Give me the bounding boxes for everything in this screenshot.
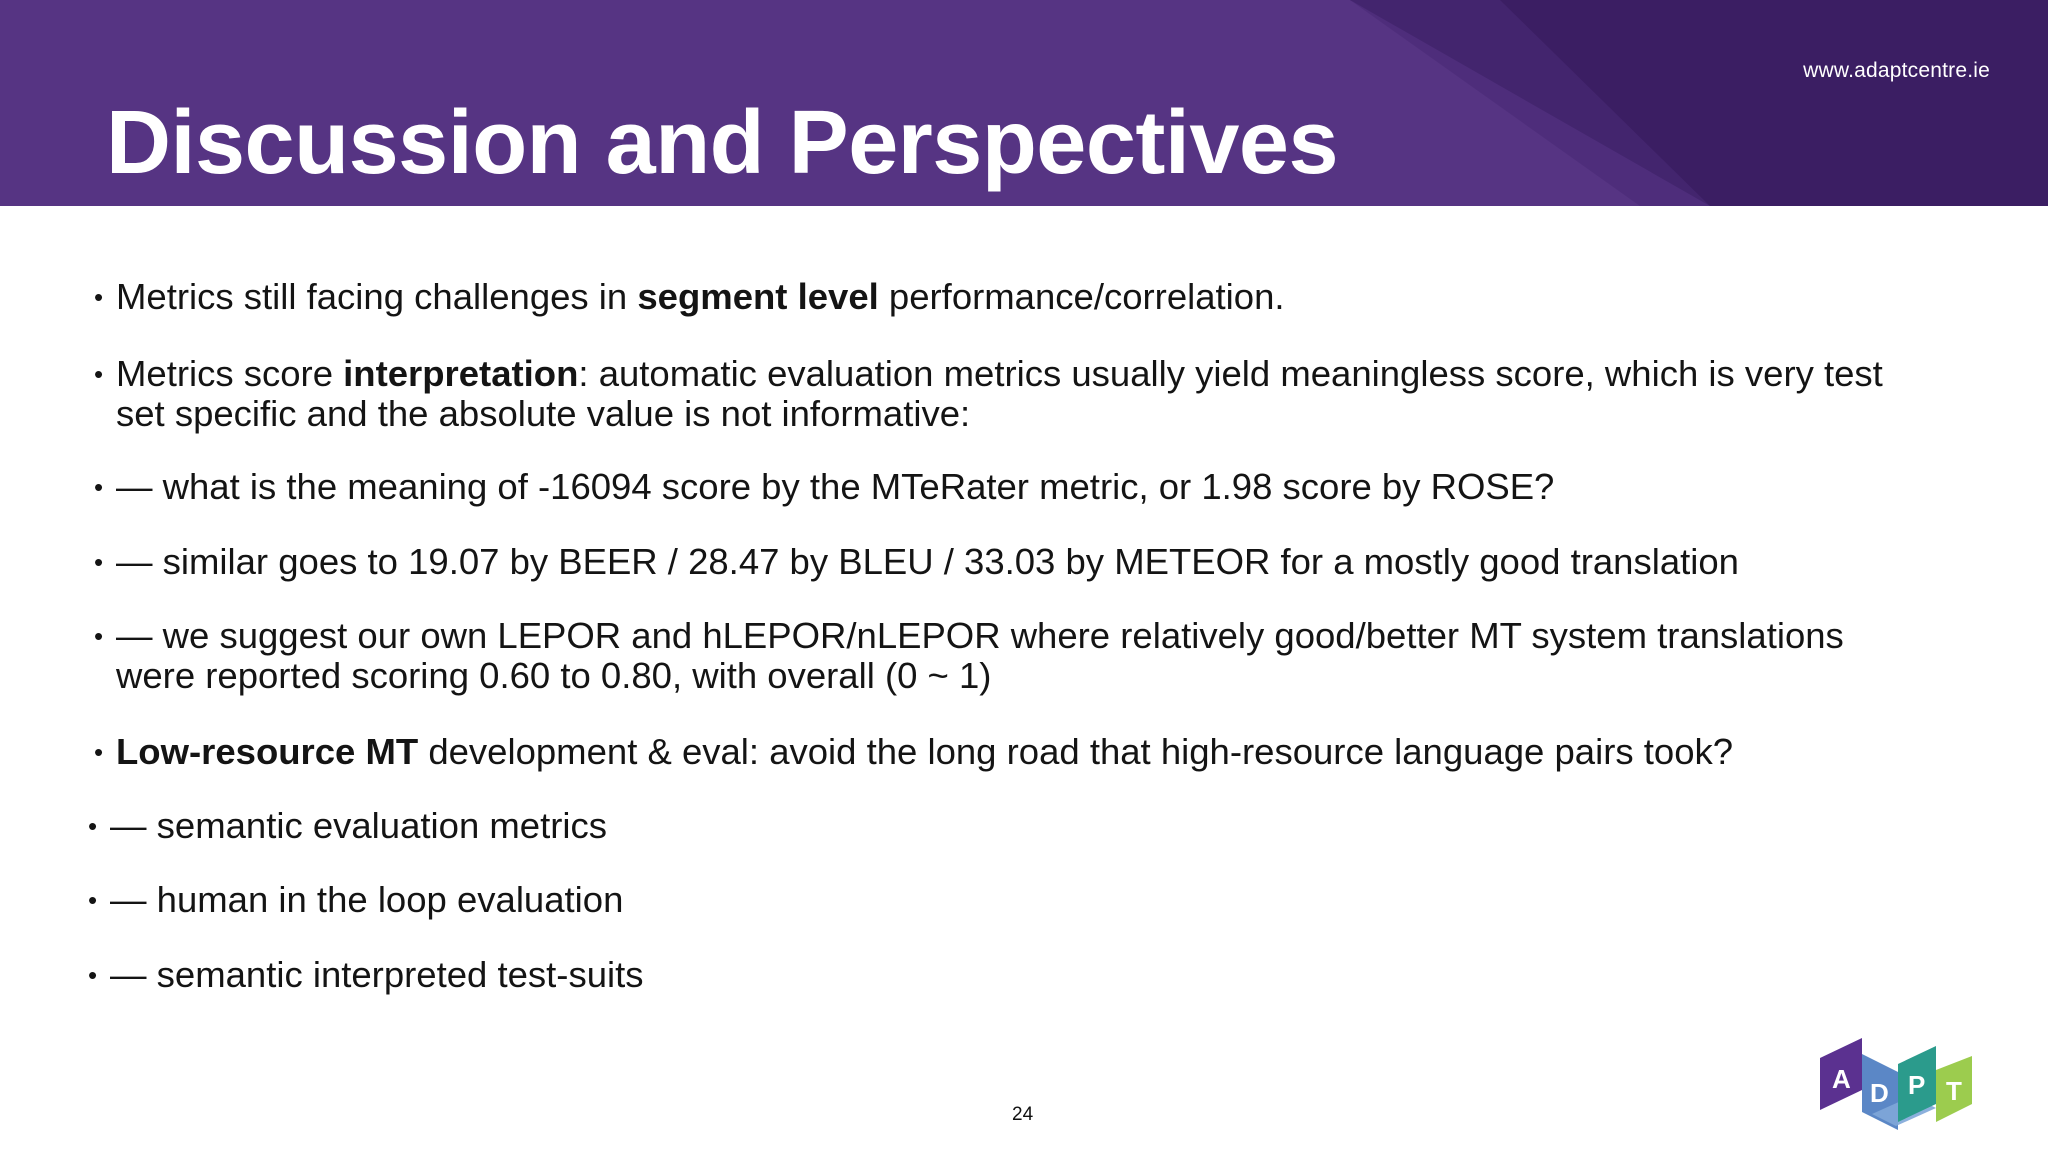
bullet-dot: •: [94, 359, 104, 389]
bullet-dot: •: [94, 737, 104, 767]
adapt-logo: [1812, 1034, 2007, 1134]
bullet-dot: •: [94, 621, 104, 651]
bullet-dot: •: [94, 472, 104, 502]
bullet-semantic-metrics: • — semantic evaluation metrics: [88, 805, 607, 846]
bullet-dot: •: [88, 960, 98, 990]
slide-title: Discussion and Perspectives: [106, 93, 1339, 193]
bullet-mterater: • — what is the meaning of -16094 score by the MTeRater metric, or 1.98 score by ROSE?: [94, 466, 1555, 507]
bullet-dot: •: [88, 811, 98, 841]
bullet-beer-bleu: • — similar goes to 19.07 by BEER / 28.47 by BLEU / 33.03 by METEOR for a mostly good translation: [94, 541, 1739, 582]
bullet-dot: •: [88, 885, 98, 915]
logo-letter-d: D: [1870, 1078, 1889, 1108]
site-url[interactable]: www.adaptcentre.ie: [1803, 59, 1990, 82]
page-number: 24: [1012, 1104, 1034, 1125]
bullet-dot: •: [94, 282, 104, 312]
bullet-dot: •: [94, 547, 104, 577]
bullet-interpretation: • Metrics score interpretation: automatic evaluation metrics usually yield meaningless score, which is very test set specific and the absolute value is not informative:: [94, 353, 1883, 434]
logo-letter-a: A: [1832, 1064, 1851, 1094]
bullet-segment-level: • Metrics still facing challenges in segment level performance/correlation.: [94, 276, 1285, 317]
bullet-lepor: • — we suggest our own LEPOR and hLEPOR/nLEPOR where relatively good/better MT system translations were reported scoring 0.60 to 0.80, with overall (0 ~ 1): [94, 615, 1844, 696]
header-band: [0, 0, 2048, 206]
logo-letter-p: P: [1908, 1070, 1926, 1100]
logo-letter-t: T: [1946, 1076, 1962, 1106]
bullet-test-suits: • — semantic interpreted test-suits: [88, 954, 644, 995]
bullet-low-resource: • Low-resource MT development & eval: avoid the long road that high-resource language pairs took?: [94, 731, 1734, 772]
bullet-human-loop: • — human in the loop evaluation: [88, 879, 624, 920]
